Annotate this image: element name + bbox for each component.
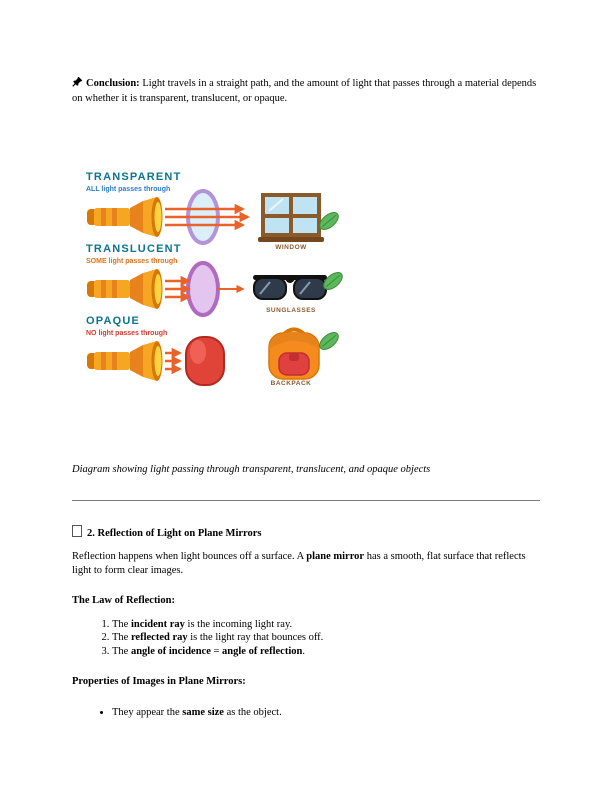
list-item [112,645,540,659]
conclusion-label: Conclusion: [86,78,140,89]
conclusion-paragraph [72,76,540,105]
opaque-object [186,337,224,385]
list-item [112,706,540,720]
text-run: The [112,645,131,657]
text-run: They appear the [112,706,183,718]
light-rays-blocked [165,353,180,369]
reflection-intro-paragraph [72,550,540,577]
pushpin-icon [72,76,83,92]
text-run: The [112,632,131,643]
text-run: is the incoming light ray. [184,618,293,630]
section-heading [72,525,540,541]
text-run-bold: plane mirror [306,551,365,562]
window-illustration [258,193,324,242]
text-run: Reflection happens when light bounces off a surface. A [72,551,307,562]
law-of-reflection-heading: The Law of Reflection: [72,595,175,606]
flashlight-icon [87,341,163,381]
row-subtitle-transparent: ALL light passes through [86,186,171,193]
section-heading-text: 2. Reflection of Light on Plane Mirrors [87,527,262,539]
row-subtitle-opaque: NO light passes through [86,330,168,337]
light-diagram [85,169,351,397]
sunglasses-label: SUNGLASSES [266,307,316,314]
backpack-illustration [269,330,319,380]
section-divider [72,500,540,501]
flashlight-icon [87,197,163,237]
text-run: is the light ray that bounces off. [187,632,324,643]
text-run-bold: reflected ray [130,632,188,643]
text-run-bold: angle of reflection [222,645,303,657]
law-of-reflection-list [72,618,540,659]
text-run-bold: same size [182,706,224,718]
figure-caption: Diagram showing light passing through transparent, translucent, and opaque objects [72,464,431,475]
row-title-transparent: TRANSPARENT [86,171,182,183]
backpack-label: BACKPACK [270,380,312,387]
row-subtitle-translucent: SOME light passes through [86,258,178,265]
text-run: as the object. [223,706,282,718]
list-item [112,618,540,632]
leaf-icon [317,329,342,352]
missing-glyph-box [72,525,82,537]
properties-heading: Properties of Images in Plane Mirrors: [72,676,246,687]
text-run-bold: angle of incidence [130,645,211,657]
properties-list [72,706,540,720]
text-run: has a smooth, flat surface that reflects light to form clear images. [72,551,526,576]
flashlight-icon [87,269,163,309]
text-run-bold: incident ray [130,618,185,630]
light-behavior-figure [85,169,351,397]
row-title-opaque: OPAQUE [86,315,141,327]
row-title-translucent: TRANSLUCENT [86,243,182,255]
window-label: WINDOW [275,244,307,251]
conclusion-text: Light travels in a straight path, and the amount of light that passes through a material depends on whether it is transparent, translucent, or opaque. [72,78,537,104]
list-item [112,631,540,645]
text-run: . [302,645,305,657]
text-run: = [210,645,223,657]
translucent-disc [188,263,218,315]
sunglasses-illustration [253,275,327,299]
text-run: The [112,618,131,630]
